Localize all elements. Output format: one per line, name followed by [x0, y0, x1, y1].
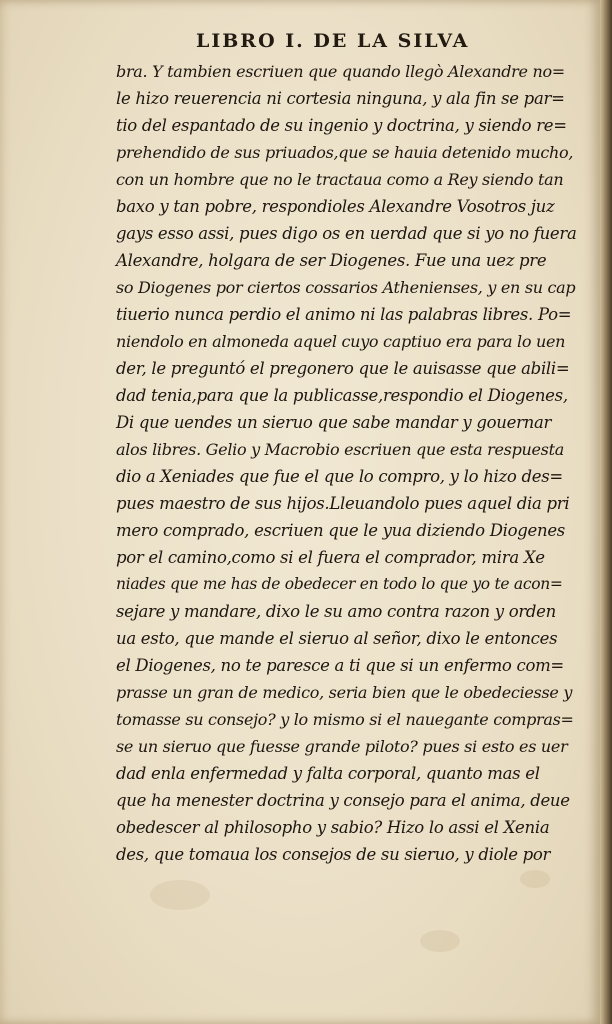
paper-stain [520, 870, 550, 888]
text-line: tiuerio nunca perdio el animo ni las palabras libres. Po= [116, 305, 572, 324]
text-line: niades que me has de obedecer en todo lo que yo te acon= [116, 575, 563, 593]
text-line: mero comprado, escriuen que le yua diziendo Diogenes [116, 521, 565, 540]
text-line: Di que uendes un sieruo que sabe mandar y gouernar [116, 413, 552, 432]
text-line: por el camino,como si el fuera el comprador, mira Xe [116, 548, 545, 567]
text-line: alos libres. Gelio y Macrobio escriuen que esta respuesta [116, 440, 564, 459]
text-line: bra. Y tambien escriuen que quando llegò Alexandre no= [116, 62, 565, 81]
text-line: prasse un gran de medico, seria bien que le obedeciesse y [116, 683, 573, 702]
page-edge [600, 0, 612, 1024]
text-line: prehendido de sus priuados,que se hauia detenido mucho, [116, 143, 574, 162]
text-line: dio a Xeniades que fue el que lo compro, y lo hizo des= [116, 467, 563, 486]
text-line: der, le preguntó el pregonero que le auisasse que abili= [116, 359, 570, 378]
text-line: niendolo en almoneda aquel cuyo captiuo era para lo uen [116, 332, 566, 351]
text-line: sejare y mandare, dixo le su amo contra razon y orden [116, 602, 556, 621]
text-line: con un hombre que no le tractaua como a Rey siendo tan [116, 170, 564, 189]
text-line: le hizo reuerencia ni cortesia ninguna, y ala fin se par= [116, 89, 565, 108]
paper-stain [150, 880, 210, 910]
text-line: ua esto, que mande el sieruo al señor, dixo le entonces [116, 629, 558, 648]
text-line: Alexandre, holgara de ser Diogenes. Fue una uez pre [116, 251, 547, 270]
text-line: gays esso assi, pues digo os en uerdad que si yo no fuera [116, 224, 577, 243]
body-text [116, 58, 576, 868]
text-line: obedescer al philosopho y sabio? Hizo lo assi el Xenia [116, 818, 550, 837]
running-title: LIBRO I. DE LA SILVA [196, 30, 470, 52]
text-line: que ha menester doctrina y consejo para el anima, deue [116, 791, 570, 810]
text-line: se un sieruo que fuesse grande piloto? pues si esto es uer [116, 737, 568, 756]
paper-stain [420, 930, 460, 952]
text-line: dad enla enfermedad y falta corporal, quanto mas el [116, 764, 540, 783]
text-line: baxo y tan pobre, respondioles Alexandre Vosotros juz [116, 197, 555, 216]
text-line: so Diogenes por ciertos cossarios Athenienses, y en su cap [116, 278, 576, 297]
text-line: pues maestro de sus hijos.Lleuandolo pues aquel dia pri [116, 494, 570, 513]
text-line: tio del espantado de su ingenio y doctrina, y siendo re= [116, 116, 567, 135]
text-line: des, que tomaua los consejos de su sieruo, y diole por [116, 845, 551, 864]
text-line: dad tenia,para que la publicasse,respondio el Diogenes, [116, 386, 568, 405]
text-line: el Diogenes, no te paresce a ti que si un enfermo com= [116, 656, 564, 675]
text-line: tomasse su consejo? y lo mismo si el nauegante compras= [116, 710, 574, 729]
